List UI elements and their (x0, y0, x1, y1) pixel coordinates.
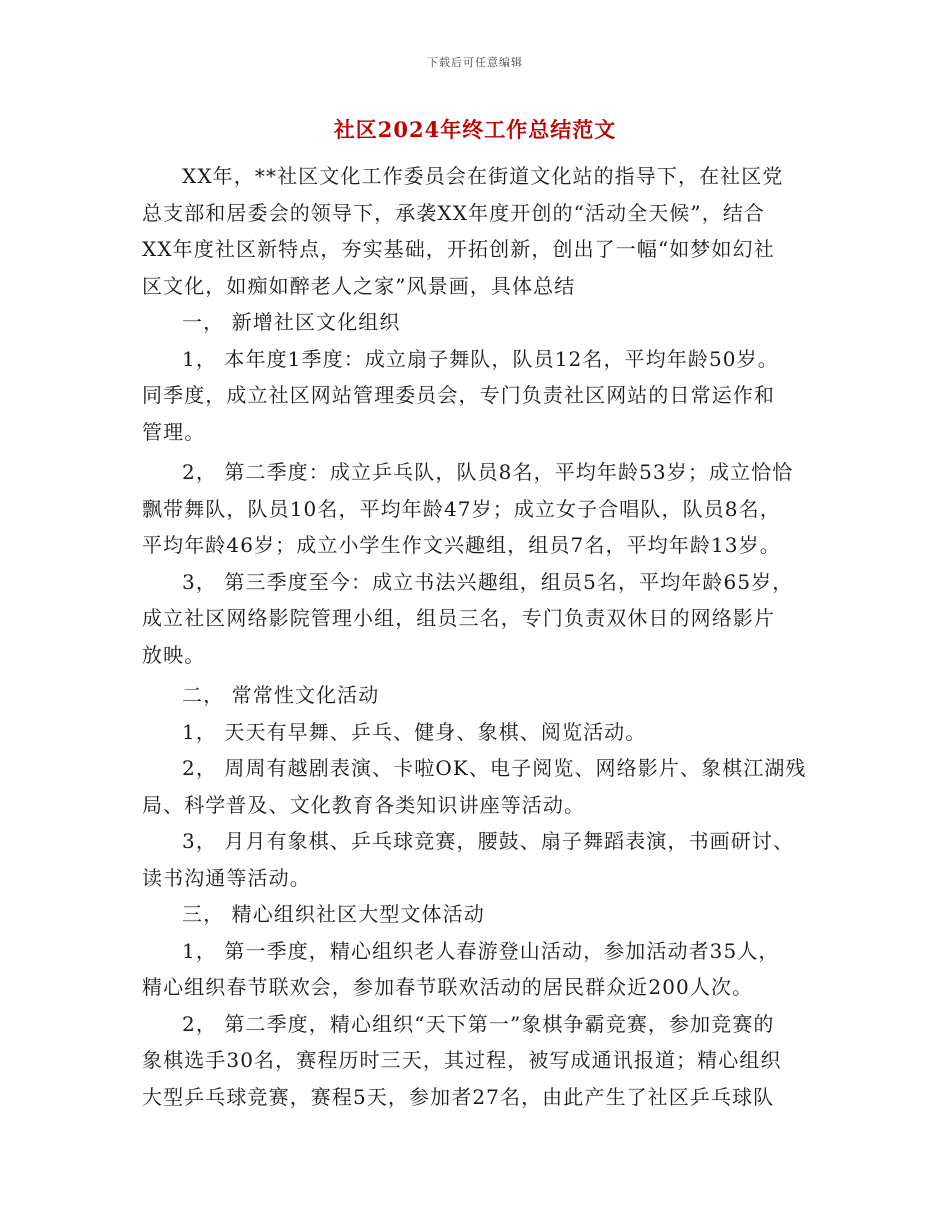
text-line: 同季度，成立社区网站管理委员会，专门负责社区网站的日常运作和 (142, 383, 775, 407)
document-title: 社区2024年终工作总结范文 (333, 117, 617, 142)
text-line: XX年度社区新特点，夯实基础，开拓创新，创出了一幅“如梦如幻社 (142, 237, 775, 261)
text-line: 1， 本年度1季度：成立扇子舞队，队员12名，平均年龄50岁。 (182, 346, 779, 371)
text-line: 2， 周周有越剧表演、卡啦OK、电子阅览、网络影片、象棋江湖残 (182, 756, 807, 780)
text-line: 一， 新增社区文化组织 (182, 310, 401, 334)
text-line: 三， 精心组织社区大型文体活动 (182, 902, 485, 926)
text-line: 精心组织春节联欢会，参加春节联欢活动的居民群众近200人次。 (142, 975, 754, 999)
text-line: 平均年龄46岁；成立小学生作文兴趣组，组员7名，平均年龄13岁。 (142, 533, 781, 557)
text-line: 象棋选手30名，赛程历时三天，其过程，被写成通讯报道；精心组织 (142, 1048, 782, 1072)
text-line: 局、科学普及、文化教育各类知识讲座等活动。 (142, 792, 586, 817)
text-line: 飘带舞队，队员10名，平均年龄47岁；成立女子合唱队，队员8名， (142, 496, 781, 521)
text-line: 放映。 (142, 642, 206, 667)
text-line: 成立社区网络影院管理小组，组员三名，专门负责双休日的网络影片 (142, 606, 775, 630)
text-line: 二， 常常性文化活动 (182, 683, 380, 707)
text-line: 大型乒乓球竞赛，赛程5天，参加者27名，由此产生了社区乒乓球队 (142, 1084, 775, 1109)
text-line: 2， 第二季度：成立乒乓队，队员8名，平均年龄53岁；成立恰恰 (182, 460, 794, 484)
text-line: 3， 月月有象棋、乒乓球竞赛，腰鼓、扇子舞蹈表演，书画研讨、 (182, 829, 795, 853)
text-line: 管理。 (142, 419, 206, 444)
text-line: XX年，**社区文化工作委员会在街道文化站的指导下，在社区党 (182, 164, 784, 188)
text-line: 3， 第三季度至今：成立书法兴趣组，组员5名，平均年龄65岁， (182, 569, 794, 594)
document-body (142, 158, 818, 1115)
text-line: 1， 第一季度，精心组织老人春游登山活动，参加活动者35人， (182, 938, 780, 963)
text-line: 1， 天天有早舞、乒乓、健身、象棋、阅览活动。 (182, 719, 647, 744)
header-note: 下载后可任意编辑 (427, 56, 523, 69)
text-line: 2， 第二季度，精心组织“天下第一”象棋争霸竞赛，参加竞赛的 (182, 1011, 775, 1036)
text-line: 总支部和居委会的领导下，承袭XX年度开创的“活动全天候”，结合 (142, 200, 766, 225)
text-line: 读书沟通等活动。 (142, 865, 311, 890)
text-line: 区文化，如痴如醉老人之家”风景画，具体总结 (142, 273, 576, 298)
